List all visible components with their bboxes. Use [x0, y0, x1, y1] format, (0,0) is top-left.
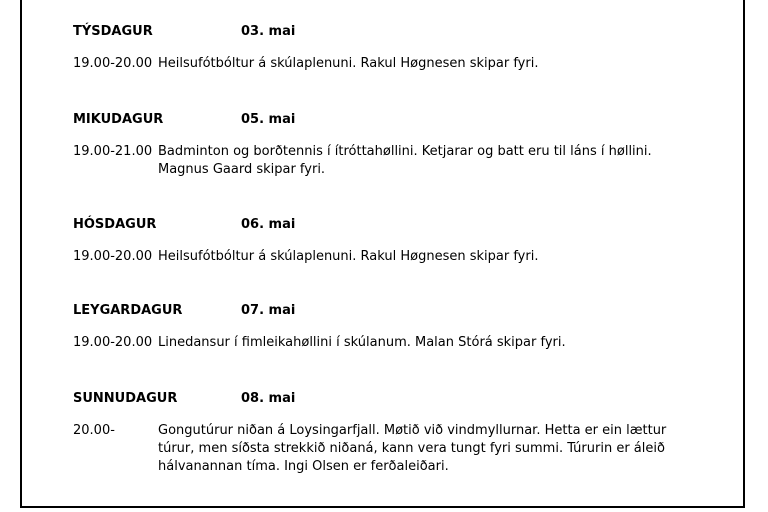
day-header [73, 302, 713, 320]
entry-description: Linedansur í fimleikahøllini í skúlanum. Malan Stórá skipar fyri. [158, 335, 566, 350]
entry-time: 19.00-20.00 [73, 56, 153, 71]
entry-description: Badminton og borðtennis í ítróttahøllini. Ketjarar og batt eru til láns í høllini. Magnus Gaard skipar fyri. [158, 144, 652, 177]
day-name: TÝSDAGUR [73, 24, 153, 39]
entry-description: Heilsufótbóltur á skúlaplenuni. Rakul Høgnesen skipar fyri. [158, 56, 539, 71]
schedule-entry [73, 334, 713, 352]
day-date: 05. mai [241, 112, 296, 127]
day-section-wednesday [73, 111, 713, 179]
day-date: 06. mai [241, 217, 296, 232]
day-name: HÓSDAGUR [73, 217, 157, 232]
entry-time: 19.00-20.00 [73, 335, 153, 350]
day-name: SUNNUDAGUR [73, 391, 178, 406]
day-header [73, 216, 713, 234]
day-header [73, 23, 713, 41]
day-name: MIKUDAGUR [73, 112, 164, 127]
entry-time: 20.00- [73, 423, 115, 438]
day-date: 03. mai [241, 24, 296, 39]
day-header [73, 111, 713, 129]
schedule-entry [73, 143, 713, 179]
schedule-entry [73, 55, 713, 73]
entry-time: 19.00-20.00 [73, 249, 153, 264]
day-name: LEYGARDAGUR [73, 303, 183, 318]
day-header [73, 390, 713, 408]
entry-description: Heilsufótbóltur á skúlaplenuni. Rakul Høgnesen skipar fyri. [158, 249, 539, 264]
entry-time: 19.00-21.00 [73, 144, 153, 159]
day-section-saturday [73, 302, 713, 352]
day-section-tuesday [73, 23, 713, 73]
schedule-entry [73, 422, 713, 476]
day-section-sunday [73, 390, 713, 476]
day-date: 07. mai [241, 303, 296, 318]
entry-description: Gongutúrur niðan á Loysingarfjall. Møtið við vindmyllurnar. Hetta er ein lættur túrur, men síðsta strekkið niðaná, kann vera tungt fyri summi. Túrurin er áleið hálvanannan tíma. Ingi Olsen er ferðaleiðari. [158, 423, 667, 474]
schedule-entry [73, 248, 713, 266]
day-date: 08. mai [241, 391, 296, 406]
day-section-thursday [73, 216, 713, 266]
